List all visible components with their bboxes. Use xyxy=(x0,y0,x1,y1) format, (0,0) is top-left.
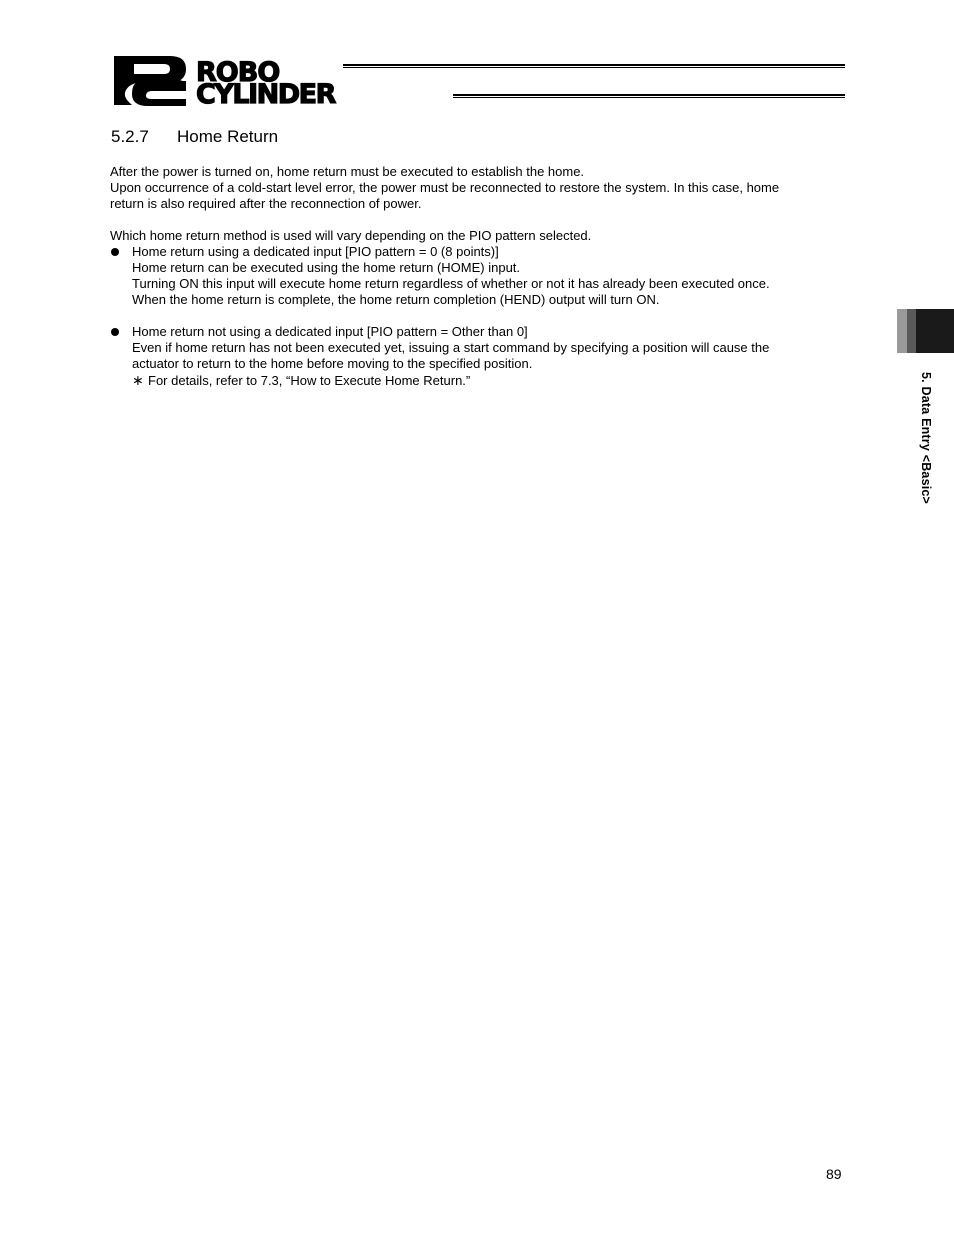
bullet-no-dedicated-input xyxy=(110,324,850,389)
bullet-line: actuator to return to the home before moving to the specified position. xyxy=(132,356,533,371)
header-rule-bottom xyxy=(453,94,845,99)
bullet-dot-icon xyxy=(111,328,119,336)
section-title: Home Return xyxy=(177,127,279,146)
asterisk-icon: ∗ xyxy=(132,372,144,388)
bullet-dot-icon xyxy=(111,248,119,256)
body-text xyxy=(110,164,850,389)
section-number: 5.2.7 xyxy=(111,127,149,146)
bullet-title: Home return using a dedicated input [PIO pattern = 0 (8 points)] xyxy=(132,244,499,259)
reference-note xyxy=(132,372,850,389)
bullet-line: Even if home return has not been executed yet, issuing a start command by specifying a position will cause the xyxy=(132,340,770,355)
header-rule-top xyxy=(343,64,845,69)
bullet-line: Turning ON this input will execute home return regardless of whether or not it has already been executed once. xyxy=(132,276,770,291)
bullet-line: Home return can be executed using the home return (HOME) input. xyxy=(132,260,521,275)
bullet-dedicated-input xyxy=(110,244,850,308)
page-number: 89 xyxy=(826,1166,842,1182)
chapter-tab xyxy=(897,309,954,353)
rc-mark xyxy=(114,56,186,106)
robo-cylinder-logo xyxy=(112,55,447,107)
intro-line: return is also required after the reconnection of power. xyxy=(110,196,422,211)
method-intro: Which home return method is used will vary depending on the PIO pattern selected. xyxy=(110,228,592,243)
reference-note-text: For details, refer to 7.3, “How to Execute Home Return.” xyxy=(148,373,471,388)
bullet-line: When the home return is complete, the home return completion (HEND) output will turn ON. xyxy=(132,292,660,307)
intro-line: Upon occurrence of a cold-start level error, the power must be reconnected to restore the system. In this case, home xyxy=(110,180,780,195)
chapter-tab-label: 5. Data Entry <Basic> xyxy=(919,372,933,505)
section-heading xyxy=(111,127,278,147)
bullet-title: Home return not using a dedicated input [PIO pattern = Other than 0] xyxy=(132,324,528,339)
logo-cylinder-text: CYLINDER xyxy=(196,79,335,107)
intro-line: After the power is turned on, home return must be executed to establish the home. xyxy=(110,164,585,179)
logo-robo-text: ROBO xyxy=(196,57,280,88)
